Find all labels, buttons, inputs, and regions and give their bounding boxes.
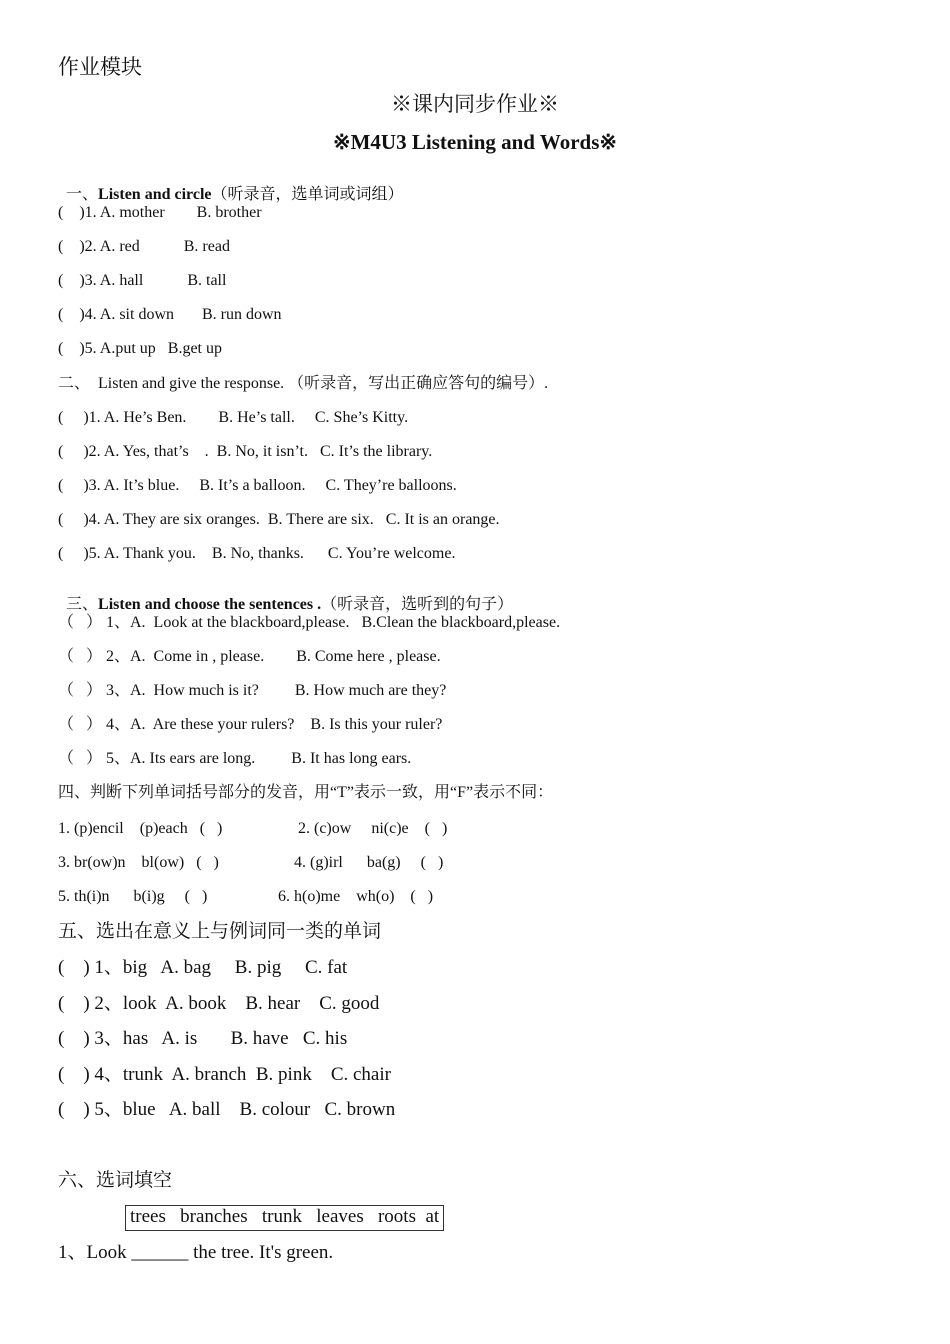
section-4-heading: 四、判断下列单词括号部分的发音，用“T”表示一致，用“F”表示不同：	[58, 784, 554, 801]
section-5-item: ( ) 3、has A. is B. have C. his	[58, 1028, 348, 1049]
section-1-item: ( )4. A. sit down B. run down	[58, 306, 282, 323]
section-5-item: ( ) 1、big A. bag B. pig C. fat	[58, 957, 348, 978]
fill-blank-question: 1、Look ______ the tree. It's green.	[58, 1242, 334, 1263]
section-2-item: ( )4. A. They are six oranges. B. There are six. C. It is an orange.	[58, 511, 500, 528]
section-1-item: ( )5. A.put up B.get up	[58, 340, 222, 357]
section-1-number: 一、	[66, 186, 99, 203]
section-2-item: ( )1. A. He’s Ben. B. He’s tall. C. She’s Kitty.	[58, 409, 409, 426]
worksheet-subtitle: ※M4U3 Listening and Words※	[333, 130, 617, 154]
section-4-item-right: 2. (c)ow ni(c)e ( )	[298, 820, 448, 837]
section-4-item-right: 4. (g)irl ba(g) ( )	[294, 854, 444, 871]
section-2-heading: 二、 Listen and give the response. （听录音，写出正确应答句的编号）.	[58, 375, 549, 392]
worksheet-title: ※课内同步作业※	[391, 92, 559, 116]
section-3-item: （ ） 3、A. How much is it? B. How much are they?	[58, 682, 447, 699]
section-2-item: ( )3. A. It’s blue. B. It’s a balloon. C. They’re balloons.	[58, 477, 457, 494]
section-4-item-left: 5. th(i)n b(i)g ( )	[58, 888, 208, 905]
section-1-heading	[58, 171, 404, 203]
section-2-item: ( )2. A. Yes, that’s . B. No, it isn’t. C. It’s the library.	[58, 443, 433, 460]
section-5-heading: 五、选出在意义上与例词同一类的单词	[58, 921, 382, 942]
section-3-number: 三、	[66, 596, 99, 613]
section-5-item: ( ) 2、look A. book B. hear C. good	[58, 993, 380, 1014]
section-3-heading	[58, 581, 513, 613]
section-1-item: ( )1. A. mother B. brother	[58, 204, 262, 221]
section-5-item: ( ) 4、trunk A. branch B. pink C. chair	[58, 1064, 391, 1085]
section-1-item: ( )3. A. hall B. tall	[58, 272, 227, 289]
section-3-item: （ ） 4、A. Are these your rulers? B. Is this your ruler?	[58, 716, 443, 733]
section-4-item-left: 3. br(ow)n bl(ow) ( )	[58, 854, 219, 871]
section-1-title: Listen and circle	[98, 186, 212, 203]
section-3-note: （听录音，选听到的句子）	[321, 596, 514, 613]
section-5-item: ( ) 5、blue A. ball B. colour C. brown	[58, 1099, 396, 1120]
section-3-item: （ ） 1、A. Look at the blackboard,please. B.Clean the blackboard,please.	[58, 614, 561, 631]
section-4-item-right: 6. h(o)me wh(o) ( )	[278, 888, 434, 905]
module-label: 作业模块	[58, 55, 142, 79]
section-2-item: ( )5. A. Thank you. B. No, thanks. C. You’re welcome.	[58, 545, 456, 562]
section-6-heading: 六、选词填空	[58, 1170, 173, 1191]
section-3-item: （ ） 5、A. Its ears are long. B. It has long ears.	[58, 750, 412, 767]
section-3-item: （ ） 2、A. Come in , please. B. Come here , please.	[58, 648, 441, 665]
section-1-note: （听录音，选单词或词组）	[211, 186, 404, 203]
word-bank-box: trees branches trunk leaves roots at	[125, 1205, 444, 1231]
section-3-title: Listen and choose the sentences .	[98, 596, 322, 613]
section-4-item-left: 1. (p)encil (p)each ( )	[58, 820, 223, 837]
section-1-item: ( )2. A. red B. read	[58, 238, 230, 255]
